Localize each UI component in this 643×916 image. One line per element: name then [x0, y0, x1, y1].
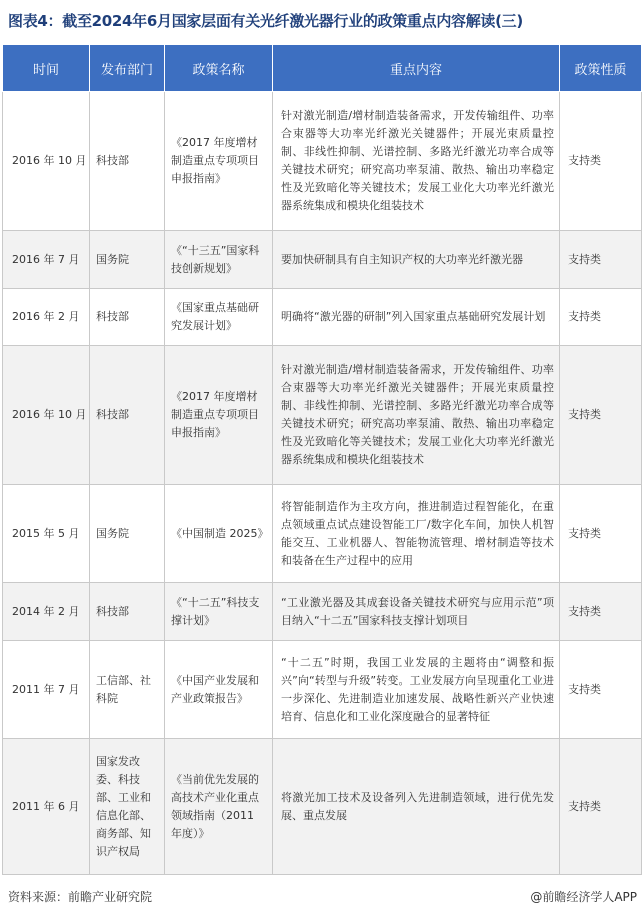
cell-content: 将激光加工技术及设备列入先进制造领域，进行优先发展、重点发展: [273, 739, 560, 875]
cell-policy: 《2017 年度增材制造重点专项项目申报指南》: [165, 92, 273, 231]
table-row: [3, 92, 642, 231]
cell-dept: 科技部: [90, 346, 165, 485]
cell-content: 针对激光制造/增材制造装备需求，开发传输组件、功率合束器等大功率光纤激光关键器件；开展光束质量控制、非线性抑制、光谱控制、多路光纤激光功率合成等关键技术研究；研究高功率泵浦、散热、输出功率稳定性及光致暗化等关键技术；发展工业化大功率光纤激光器系统集成和模块化组装技术: [273, 92, 560, 231]
brand-credit: @前瞻经济学人APP: [530, 890, 637, 904]
cell-nature: 支持类: [560, 289, 642, 346]
cell-policy: 《中国产业发展和产业政策报告》: [165, 641, 273, 739]
cell-time: 2016 年 10 月: [3, 346, 90, 485]
header-dept: 发布部门: [90, 45, 165, 92]
cell-policy: 《国家重点基础研究发展计划》: [165, 289, 273, 346]
cell-content: 将智能制造作为主攻方向，推进制造过程智能化，在重点领域重点试点建设智能工厂/数字化车间，加快人机智能交互、工业机器人、智能物流管理、增材制造等技术和装备在生产过程中的应用: [273, 485, 560, 583]
cell-dept: 国务院: [90, 231, 165, 289]
header-time: 时间: [3, 45, 90, 92]
cell-content: 要加快研制具有自主知识产权的大功率光纤激光器: [273, 231, 560, 289]
header-policy: 政策名称: [165, 45, 273, 92]
cell-time: 2014 年 2 月: [3, 583, 90, 641]
cell-policy: 《中国制造 2025》: [165, 485, 273, 583]
cell-nature: 支持类: [560, 231, 642, 289]
header-nature: 政策性质: [560, 45, 642, 92]
cell-policy: 《“十二五”科技支撑计划》: [165, 583, 273, 641]
cell-dept: 科技部: [90, 583, 165, 641]
table-row: [3, 485, 642, 583]
table-row: [3, 346, 642, 485]
policy-table: [2, 44, 642, 875]
cell-dept: 工信部、社科院: [90, 641, 165, 739]
cell-nature: 支持类: [560, 739, 642, 875]
table-header: [3, 45, 642, 92]
cell-policy: 《“十三五”国家科技创新规划》: [165, 231, 273, 289]
page-title: 图表4：截至2024年6月国家层面有关光纤激光器行业的政策重点内容解读(三): [8, 12, 523, 30]
cell-content: 明确将“激光器的研制”列入国家重点基础研究发展计划: [273, 289, 560, 346]
table-row: [3, 231, 642, 289]
cell-nature: 支持类: [560, 92, 642, 231]
cell-nature: 支持类: [560, 641, 642, 739]
cell-content: “十二五”时期，我国工业发展的主题将由“调整和振兴”向“转型与升级”转变。工业发展方向呈现重化工业进一步深化、先进制造业加速发展、战略性新兴产业快速培育、信息化和工业化深度融合的显著特征: [273, 641, 560, 739]
cell-policy: 《2017 年度增材制造重点专项项目申报指南》: [165, 346, 273, 485]
table-row: [3, 641, 642, 739]
cell-time: 2011 年 6 月: [3, 739, 90, 875]
cell-time: 2016 年 10 月: [3, 92, 90, 231]
table-row: [3, 583, 642, 641]
cell-nature: 支持类: [560, 346, 642, 485]
cell-policy: 《当前优先发展的高技术产业化重点领域指南（2011 年度）》: [165, 739, 273, 875]
table-row: [3, 739, 642, 875]
cell-time: 2011 年 7 月: [3, 641, 90, 739]
header-content: 重点内容: [273, 45, 560, 92]
cell-dept: 国务院: [90, 485, 165, 583]
cell-dept: 科技部: [90, 289, 165, 346]
table-row: [3, 289, 642, 346]
cell-time: 2016 年 7 月: [3, 231, 90, 289]
cell-content: 针对激光制造/增材制造装备需求，开发传输组件、功率合束器等大功率光纤激光关键器件；开展光束质量控制、非线性抑制、光谱控制、多路光纤激光功率合成等关键技术研究；研究高功率泵浦、散热、输出功率稳定性及光致暗化等关键技术；发展工业化大功率光纤激光器系统集成和模块化组装技术: [273, 346, 560, 485]
cell-dept: 国家发改委、科技部、工业和信息化部、商务部、知识产权局: [90, 739, 165, 875]
cell-time: 2015 年 5 月: [3, 485, 90, 583]
cell-content: “工业激光器及其成套设备关键技术研究与应用示范”项目纳入“十二五”国家科技支撑计划项目: [273, 583, 560, 641]
cell-time: 2016 年 2 月: [3, 289, 90, 346]
cell-dept: 科技部: [90, 92, 165, 231]
cell-nature: 支持类: [560, 485, 642, 583]
source-note: 资料来源：前瞻产业研究院: [8, 890, 153, 904]
cell-nature: 支持类: [560, 583, 642, 641]
